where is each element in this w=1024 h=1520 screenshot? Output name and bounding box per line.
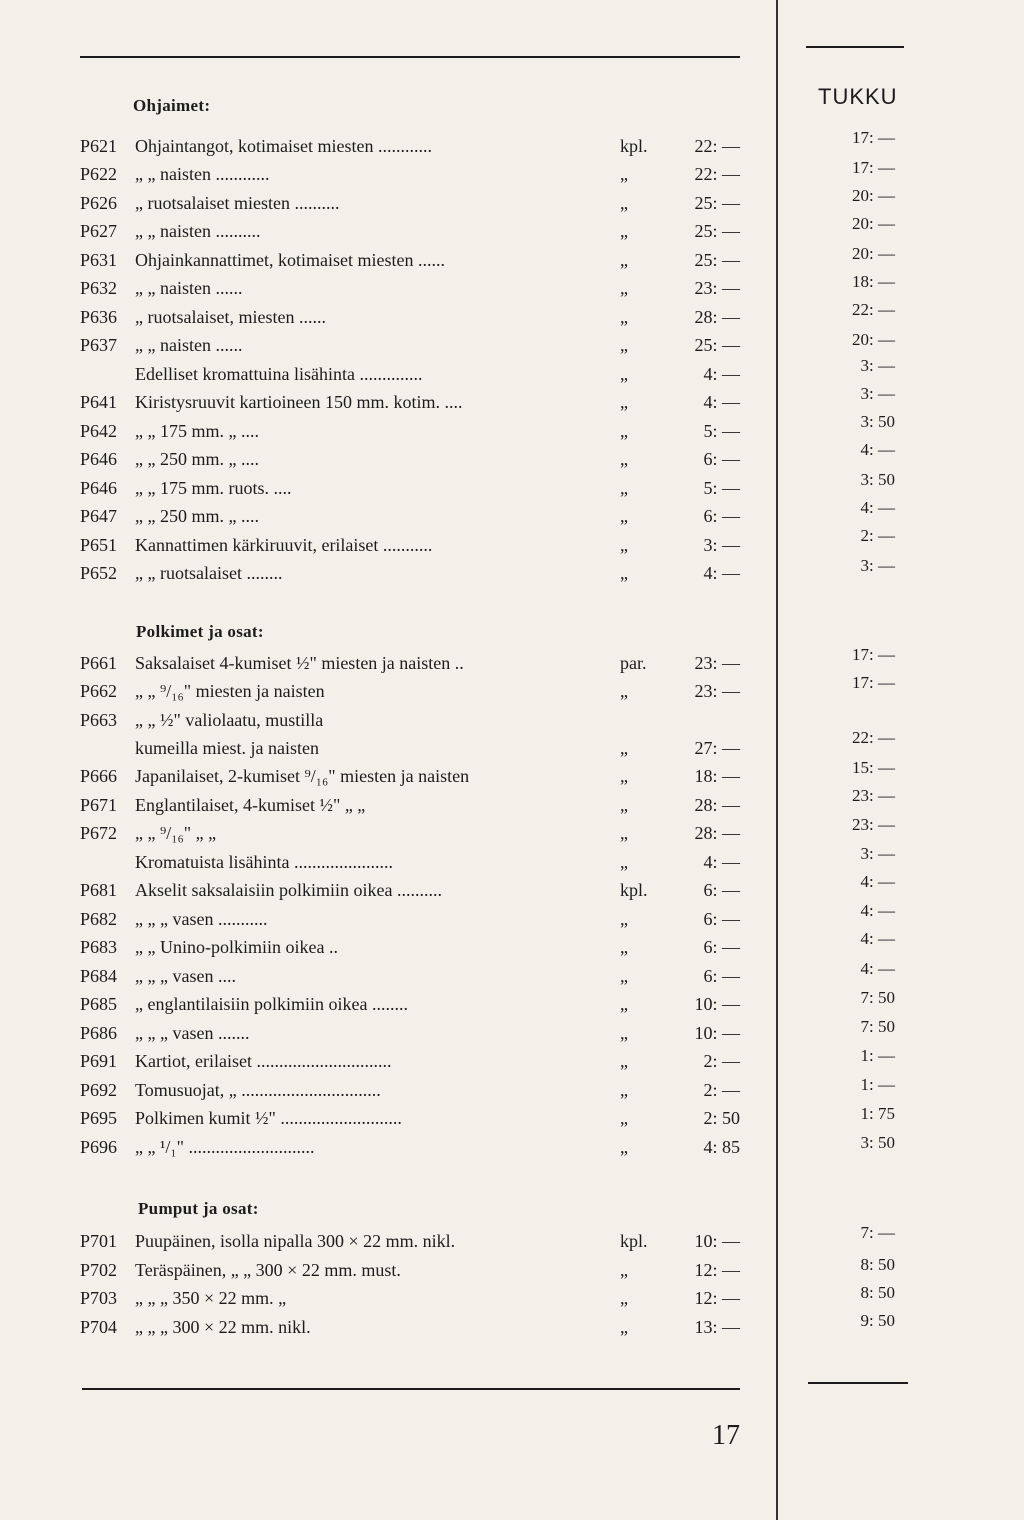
retail-price: 3: — — [703, 535, 740, 555]
product-description: Kannattimen kärkiruuvit, erilaiset ........... — [135, 535, 433, 555]
retail-price: 28: — — [694, 823, 740, 843]
unit-label: „ — [620, 506, 628, 526]
retail-price: 27: — — [694, 738, 740, 758]
price-list-row — [80, 1317, 740, 1343]
price-list-row — [80, 1260, 740, 1286]
unit-label: „ — [620, 307, 628, 327]
wholesale-price: 3: 50 — [860, 470, 895, 489]
product-code: P652 — [80, 563, 118, 583]
retail-price: 4: — — [703, 563, 740, 583]
wholesale-price: 23: — — [852, 786, 895, 805]
unit-label: „ — [620, 563, 628, 583]
product-code: P666 — [80, 766, 118, 786]
wholesale-price: 23: — — [852, 815, 895, 834]
retail-price: 6: — — [703, 966, 740, 986]
unit-label: „ — [620, 823, 628, 843]
retail-price: 13: — — [694, 1317, 740, 1337]
product-code: P636 — [80, 307, 118, 327]
product-code: P691 — [80, 1051, 118, 1071]
product-code: P701 — [80, 1231, 118, 1251]
price-list-row — [80, 221, 740, 247]
product-description: Polkimen kumit ½" ........................... — [135, 1108, 402, 1128]
unit-label: „ — [620, 1137, 628, 1157]
product-description: „ „ Unino-polkimiin oikea .. — [135, 937, 338, 957]
wholesale-price: 8: 50 — [860, 1255, 895, 1274]
product-description: „ „ naisten ...... — [135, 335, 243, 355]
product-description: Puupäinen, isolla nipalla 300 × 22 mm. nikl. — [135, 1231, 456, 1251]
unit-label: „ — [620, 1051, 628, 1071]
retail-price: 18: — — [694, 766, 740, 786]
unit-label: „ — [620, 335, 628, 355]
wholesale-price: 3: 50 — [860, 412, 895, 431]
wholesale-price: 18: — — [852, 272, 895, 291]
retail-price: 28: — — [694, 795, 740, 815]
wholesale-price: 7: 50 — [860, 1017, 895, 1036]
price-list-row — [80, 193, 740, 219]
product-code: P692 — [80, 1080, 118, 1100]
product-description: Ohjainkannattimet, kotimaiset miesten ...... — [135, 250, 445, 270]
product-description: Teräspäinen, „ „ 300 × 22 mm. must. — [135, 1260, 401, 1280]
product-code: P637 — [80, 335, 118, 355]
product-code: P671 — [80, 795, 118, 815]
section-heading-pumput: Pumput ja osat: — [138, 1199, 259, 1218]
price-list-row — [80, 738, 740, 764]
retail-price: 6: — — [703, 937, 740, 957]
product-description: Englantilaiset, 4-kumiset ½" „ „ — [135, 795, 366, 815]
retail-price: 28: — — [694, 307, 740, 327]
product-description: Kiristysruuvit kartioineen 150 mm. kotim. .... — [135, 392, 463, 412]
unit-label: „ — [620, 795, 628, 815]
unit-label: „ — [620, 250, 628, 270]
product-code: P631 — [80, 250, 118, 270]
unit-label: kpl. — [620, 880, 648, 900]
product-code: P647 — [80, 506, 118, 526]
product-description: Kromatuista lisähinta ...................... — [135, 852, 393, 872]
price-list-row — [80, 681, 740, 707]
retail-price: 23: — — [694, 278, 740, 298]
product-code: P627 — [80, 221, 118, 241]
price-list-row — [80, 307, 740, 333]
wholesale-price: 20: — — [852, 214, 895, 233]
wholesale-price: 17: — — [852, 673, 895, 692]
price-list-row — [80, 1137, 740, 1163]
product-code: P696 — [80, 1137, 118, 1157]
price-list-row — [80, 478, 740, 504]
wholesale-price: 17: — — [852, 128, 895, 147]
retail-price: 23: — — [694, 653, 740, 673]
price-list-row — [80, 278, 740, 304]
unit-label: „ — [620, 535, 628, 555]
page-number: 17 — [712, 1420, 740, 1451]
bottom-rule — [82, 1388, 740, 1390]
product-code: P672 — [80, 823, 118, 843]
product-description: „ „ ⁹/₁₆" „ „ — [135, 823, 217, 843]
price-list-row — [80, 506, 740, 532]
price-list-row — [80, 823, 740, 849]
product-description: „ „ naisten .......... — [135, 221, 261, 241]
wholesale-price: 1: — — [860, 1075, 895, 1094]
wholesale-price: 3: — — [860, 556, 895, 575]
unit-label: „ — [620, 421, 628, 441]
wholesale-price: 3: — — [860, 384, 895, 403]
retail-price: 23: — — [694, 681, 740, 701]
retail-price: 12: — — [694, 1288, 740, 1308]
unit-label: „ — [620, 478, 628, 498]
price-list-row — [80, 766, 740, 792]
product-code: P684 — [80, 966, 118, 986]
unit-label: „ — [620, 1260, 628, 1280]
wholesale-price: 17: — — [852, 158, 895, 177]
wholesale-price: 8: 50 — [860, 1283, 895, 1302]
product-description: „ „ ⁹/₁₆" miesten ja naisten — [135, 681, 325, 701]
product-code: P646 — [80, 478, 118, 498]
product-description: „ „ „ vasen .... — [135, 966, 236, 986]
product-description: „ ruotsalaiset miesten .......... — [135, 193, 340, 213]
price-list-row — [80, 909, 740, 935]
price-list-row — [80, 795, 740, 821]
product-description: Akselit saksalaisiin polkimiin oikea .......... — [135, 880, 442, 900]
price-list-row — [80, 653, 740, 679]
product-code: P621 — [80, 136, 118, 156]
top-rule — [80, 56, 740, 58]
price-list-row — [80, 994, 740, 1020]
unit-label: „ — [620, 392, 628, 412]
wholesale-price: 3: — — [860, 356, 895, 375]
unit-label: „ — [620, 994, 628, 1014]
product-code: P683 — [80, 937, 118, 957]
price-list-row — [80, 880, 740, 906]
retail-price: 25: — — [694, 221, 740, 241]
unit-label: „ — [620, 966, 628, 986]
price-list-row — [80, 421, 740, 447]
wholesale-price: 22: — — [852, 728, 895, 747]
retail-price: 6: — — [703, 506, 740, 526]
wholesale-price: 22: — — [852, 300, 895, 319]
retail-price: 2: — — [703, 1080, 740, 1100]
product-description: „ „ 175 mm. ruots. .... — [135, 478, 292, 498]
wholesale-price: 4: — — [860, 498, 895, 517]
retail-price: 4: 85 — [703, 1137, 740, 1157]
product-description: „ „ 250 mm. „ .... — [135, 506, 259, 526]
wholesale-price: 1: — — [860, 1046, 895, 1065]
retail-price: 22: — — [694, 164, 740, 184]
product-code: P662 — [80, 681, 118, 701]
product-description: Tomusuojat, „ ............................... — [135, 1080, 381, 1100]
retail-price: 5: — — [703, 421, 740, 441]
product-description: „ ruotsalaiset, miesten ...... — [135, 307, 326, 327]
unit-label: „ — [620, 278, 628, 298]
product-code: P702 — [80, 1260, 118, 1280]
retail-price: 25: — — [694, 335, 740, 355]
product-code: P642 — [80, 421, 118, 441]
retail-price: 2: — — [703, 1051, 740, 1071]
wholesale-price: 3: 50 — [860, 1133, 895, 1152]
retail-price: 10: — — [694, 994, 740, 1014]
product-description: „ „ 175 mm. „ .... — [135, 421, 259, 441]
retail-price: 22: — — [694, 136, 740, 156]
product-code: P622 — [80, 164, 118, 184]
retail-price: 2: 50 — [703, 1108, 740, 1128]
product-code: P681 — [80, 880, 118, 900]
wholesale-price: 20: — — [852, 186, 895, 205]
product-description: Saksalaiset 4-kumiset ½" miesten ja naisten .. — [135, 653, 464, 673]
product-code: P661 — [80, 653, 118, 673]
price-list-row — [80, 136, 740, 162]
product-code: P646 — [80, 449, 118, 469]
price-list-row — [80, 1288, 740, 1314]
product-code: P632 — [80, 278, 118, 298]
product-description: „ „ naisten ...... — [135, 278, 243, 298]
product-description: Japanilaiset, 2-kumiset ⁹/₁₆" miesten ja naisten — [135, 766, 470, 786]
unit-label: „ — [620, 681, 628, 701]
unit-label: kpl. — [620, 1231, 648, 1251]
price-list-row — [80, 710, 740, 736]
price-list-row — [80, 392, 740, 418]
unit-label: „ — [620, 738, 628, 758]
product-description: „ englantilaisiin polkimiin oikea ........ — [135, 994, 408, 1014]
price-list-row — [80, 364, 740, 390]
product-code: P663 — [80, 710, 118, 730]
tukku-bottom-rule — [808, 1382, 908, 1384]
product-description: „ „ ruotsalaiset ........ — [135, 563, 283, 583]
price-list-row — [80, 335, 740, 361]
product-description: Ohjaintangot, kotimaiset miesten ............ — [135, 136, 432, 156]
retail-price: 25: — — [694, 193, 740, 213]
price-list-row — [80, 1108, 740, 1134]
unit-label: „ — [620, 766, 628, 786]
wholesale-price: 20: — — [852, 330, 895, 349]
price-list-row — [80, 1051, 740, 1077]
wholesale-price: 15: — — [852, 758, 895, 777]
retail-price: 6: — — [703, 449, 740, 469]
product-description: „ „ „ vasen ........... — [135, 909, 268, 929]
price-list-row — [80, 966, 740, 992]
product-description: „ „ „ 350 × 22 mm. „ — [135, 1288, 287, 1308]
wholesale-price: 1: 75 — [860, 1104, 895, 1123]
product-code: P682 — [80, 909, 118, 929]
price-list-row — [80, 164, 740, 190]
product-description: „ „ naisten ............ — [135, 164, 270, 184]
retail-price: 4: — — [703, 852, 740, 872]
retail-price: 6: — — [703, 880, 740, 900]
unit-label: „ — [620, 937, 628, 957]
wholesale-price: 4: — — [860, 440, 895, 459]
retail-price: 25: — — [694, 250, 740, 270]
unit-label: „ — [620, 1317, 628, 1337]
retail-price: 12: — — [694, 1260, 740, 1280]
retail-price: 10: — — [694, 1231, 740, 1251]
product-description: „ „ „ 300 × 22 mm. nikl. — [135, 1317, 311, 1337]
unit-label: „ — [620, 364, 628, 384]
wholesale-price: 2: — — [860, 526, 895, 545]
unit-label: „ — [620, 1023, 628, 1043]
retail-price: 10: — — [694, 1023, 740, 1043]
wholesale-price: 9: 50 — [860, 1311, 895, 1330]
wholesale-price: 7: 50 — [860, 988, 895, 1007]
unit-label: „ — [620, 1108, 628, 1128]
product-description: „ „ „ vasen ....... — [135, 1023, 250, 1043]
unit-label: „ — [620, 164, 628, 184]
unit-label: „ — [620, 449, 628, 469]
unit-label: „ — [620, 221, 628, 241]
wholesale-price: 7: — — [860, 1223, 895, 1242]
unit-label: kpl. — [620, 136, 648, 156]
price-list-row — [80, 563, 740, 589]
price-list-row — [80, 1023, 740, 1049]
retail-price: 5: — — [703, 478, 740, 498]
wholesale-price: 3: — — [860, 844, 895, 863]
product-description: Edelliset kromattuina lisähinta .............. — [135, 364, 423, 384]
product-code: P626 — [80, 193, 118, 213]
wholesale-price: 4: — — [860, 959, 895, 978]
section-heading-polkimet: Polkimet ja osat: — [136, 622, 264, 641]
tukku-header: TUKKU — [818, 84, 898, 109]
product-code: P686 — [80, 1023, 118, 1043]
price-list-row — [80, 1231, 740, 1257]
section-heading-ohjaimet: Ohjaimet: — [133, 96, 211, 115]
unit-label: „ — [620, 1080, 628, 1100]
product-code: P703 — [80, 1288, 118, 1308]
price-list-row — [80, 535, 740, 561]
retail-price: 4: — — [703, 392, 740, 412]
retail-price: 4: — — [703, 364, 740, 384]
product-description: Kartiot, erilaiset .............................. — [135, 1051, 392, 1071]
product-description: „ „ ¹/₁" ............................ — [135, 1137, 315, 1157]
retail-price: 6: — — [703, 909, 740, 929]
product-code: P651 — [80, 535, 118, 555]
tukku-top-rule — [806, 46, 904, 48]
wholesale-price: 20: — — [852, 244, 895, 263]
product-description: „ „ ½" valiolaatu, mustilla — [135, 710, 324, 730]
price-list-row — [80, 250, 740, 276]
product-code: P704 — [80, 1317, 118, 1337]
wholesale-price: 4: — — [860, 872, 895, 891]
unit-label: „ — [620, 909, 628, 929]
price-list-row — [80, 449, 740, 475]
unit-label: „ — [620, 1288, 628, 1308]
price-list-row — [80, 937, 740, 963]
product-code: P695 — [80, 1108, 118, 1128]
product-code: P641 — [80, 392, 118, 412]
wholesale-price: 4: — — [860, 929, 895, 948]
product-description: kumeilla miest. ja naisten — [135, 738, 319, 758]
column-divider — [776, 0, 778, 1520]
product-code: P685 — [80, 994, 118, 1014]
wholesale-price: 4: — — [860, 901, 895, 920]
unit-label: „ — [620, 193, 628, 213]
unit-label: „ — [620, 852, 628, 872]
wholesale-price: 17: — — [852, 645, 895, 664]
unit-label: par. — [620, 653, 647, 673]
price-list-row — [80, 852, 740, 878]
product-description: „ „ 250 mm. „ .... — [135, 449, 259, 469]
price-list-row — [80, 1080, 740, 1106]
